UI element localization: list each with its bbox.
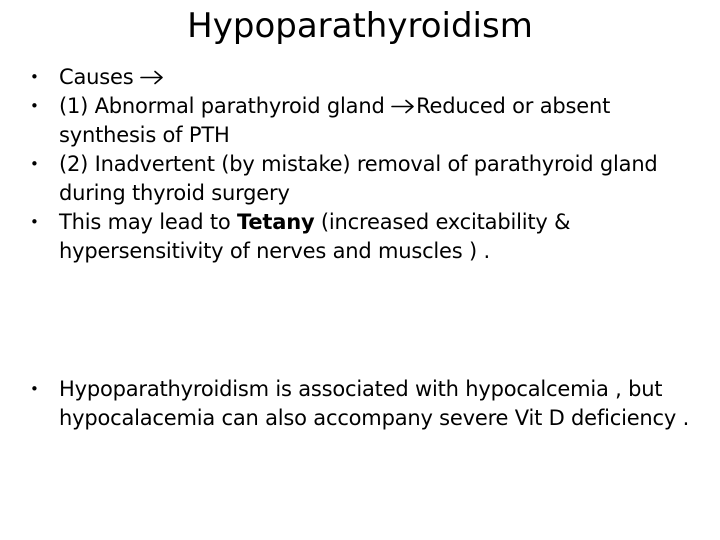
- bullet-list: [22, 63, 702, 266]
- bullet-text: (2) Inadvertent (by mistake) removal of parathyroid gland during thyroid surgery: [59, 152, 658, 205]
- bullet-continuation: (increased excitability & hypersensitivity of nerves and muscles ) .: [59, 210, 571, 263]
- bullet-dot: •: [30, 97, 39, 115]
- bullet-text: This may lead to: [59, 210, 238, 234]
- bullet-result-text: Reduced or absent synthesis of PTH: [59, 94, 611, 147]
- bullet-text: (1) Abnormal parathyroid gland: [59, 94, 392, 118]
- right-arrow-icon: [391, 99, 416, 114]
- bullet-causes: [22, 63, 702, 92]
- bullet-dot: •: [30, 380, 39, 398]
- tetany-term: Tetany: [237, 210, 315, 234]
- bullet-text: Causes: [59, 65, 140, 89]
- slide-title: Hypoparathyroidism: [187, 6, 533, 46]
- bullet-tetany: [22, 208, 702, 266]
- bullet-dot: •: [30, 68, 39, 86]
- bullet-list-secondary: [22, 375, 702, 433]
- bullet-inadvertent-removal: [22, 150, 702, 208]
- bullet-dot: •: [30, 155, 39, 173]
- bullet-text: Hypoparathyroidism is associated with hypocalcemia , but hypocalacemia can also accompany severe Vit D deficiency .: [59, 377, 690, 430]
- bullet-hypocalcemia: [22, 375, 702, 433]
- bullet-abnormal-gland: [22, 92, 702, 150]
- right-arrow-icon: [140, 70, 165, 85]
- bullet-dot: •: [30, 213, 39, 231]
